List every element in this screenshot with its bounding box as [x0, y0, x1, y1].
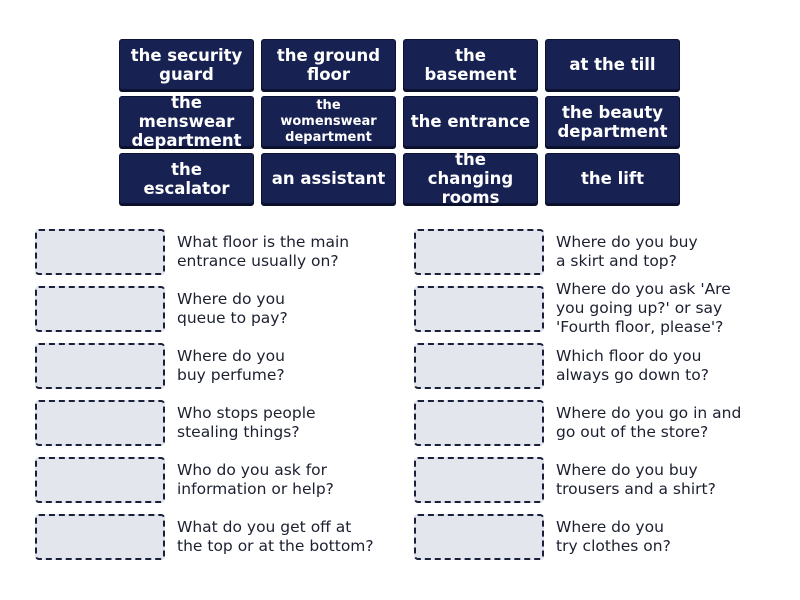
- answer-tile-label: the security guard: [130, 45, 243, 84]
- drop-slot[interactable]: [35, 229, 165, 275]
- answer-tile-label: the menswear department: [131, 93, 242, 150]
- answer-tile-label: an assistant: [271, 169, 386, 188]
- question-row: [35, 397, 374, 448]
- answer-tile-label: the entrance: [410, 112, 531, 131]
- question-text: Where do you buy a skirt and top?: [556, 232, 698, 270]
- question-row: [35, 511, 374, 562]
- answer-tile-label: the changing rooms: [427, 150, 514, 207]
- question-text: Where do you buy trousers and a shirt?: [556, 460, 716, 498]
- answer-tile[interactable]: [403, 150, 538, 207]
- answer-tile[interactable]: [545, 153, 680, 204]
- question-row: [414, 280, 741, 336]
- answer-tile[interactable]: [403, 96, 538, 147]
- question-text: Where do you buy perfume?: [177, 346, 285, 384]
- question-row: [35, 283, 374, 334]
- drop-slot[interactable]: [414, 343, 544, 389]
- answer-tile-label: the basement: [424, 45, 517, 84]
- question-text: Where do you queue to pay?: [177, 289, 288, 327]
- question-row: [35, 340, 374, 391]
- questions-right-column: [414, 226, 741, 568]
- question-row: [414, 397, 741, 448]
- answer-tile[interactable]: [261, 39, 396, 90]
- answer-tile[interactable]: [261, 153, 396, 204]
- drop-slot[interactable]: [35, 457, 165, 503]
- answer-tile-label: the lift: [581, 169, 644, 188]
- drop-slot[interactable]: [414, 514, 544, 560]
- question-row: [35, 226, 374, 277]
- answer-tile[interactable]: [119, 39, 254, 90]
- question-row: [414, 226, 741, 277]
- drop-slot[interactable]: [35, 400, 165, 446]
- drop-slot[interactable]: [35, 343, 165, 389]
- drop-slot[interactable]: [414, 400, 544, 446]
- question-text: Who do you ask for information or help?: [177, 460, 334, 498]
- answer-tile-label: at the till: [569, 55, 656, 74]
- answer-tile[interactable]: [119, 93, 254, 150]
- answer-tile-label: the beauty department: [557, 102, 668, 141]
- answer-tile-label: the womenswear department: [280, 97, 377, 145]
- question-text: Where do you go in and go out of the store?: [556, 403, 742, 441]
- answer-tile[interactable]: [545, 39, 680, 90]
- question-text: What floor is the main entrance usually on?: [177, 232, 350, 270]
- question-text: Who stops people stealing things?: [177, 403, 316, 441]
- answer-tile[interactable]: [403, 39, 538, 90]
- question-text: What do you get off at the top or at the bottom?: [177, 517, 374, 555]
- question-text: Which floor do you always go down to?: [556, 346, 709, 384]
- answer-tiles: [119, 39, 680, 207]
- drop-slot[interactable]: [414, 286, 544, 332]
- drop-slot[interactable]: [414, 229, 544, 275]
- drop-slot[interactable]: [35, 514, 165, 560]
- question-row: [35, 454, 374, 505]
- questions-left-column: [35, 226, 374, 568]
- question-row: [414, 511, 741, 562]
- answer-tile[interactable]: [545, 96, 680, 147]
- drop-slot[interactable]: [414, 457, 544, 503]
- answer-tile-label: the escalator: [143, 159, 230, 198]
- drop-slot[interactable]: [35, 286, 165, 332]
- answer-tile[interactable]: [119, 153, 254, 204]
- answer-tile[interactable]: [261, 96, 396, 147]
- question-row: [414, 454, 741, 505]
- question-text: Where do you ask 'Are you going up?' or say 'Fourth floor, please'?: [556, 280, 731, 336]
- question-row: [414, 340, 741, 391]
- answer-tile-label: the ground floor: [276, 45, 381, 84]
- question-text: Where do you try clothes on?: [556, 517, 671, 555]
